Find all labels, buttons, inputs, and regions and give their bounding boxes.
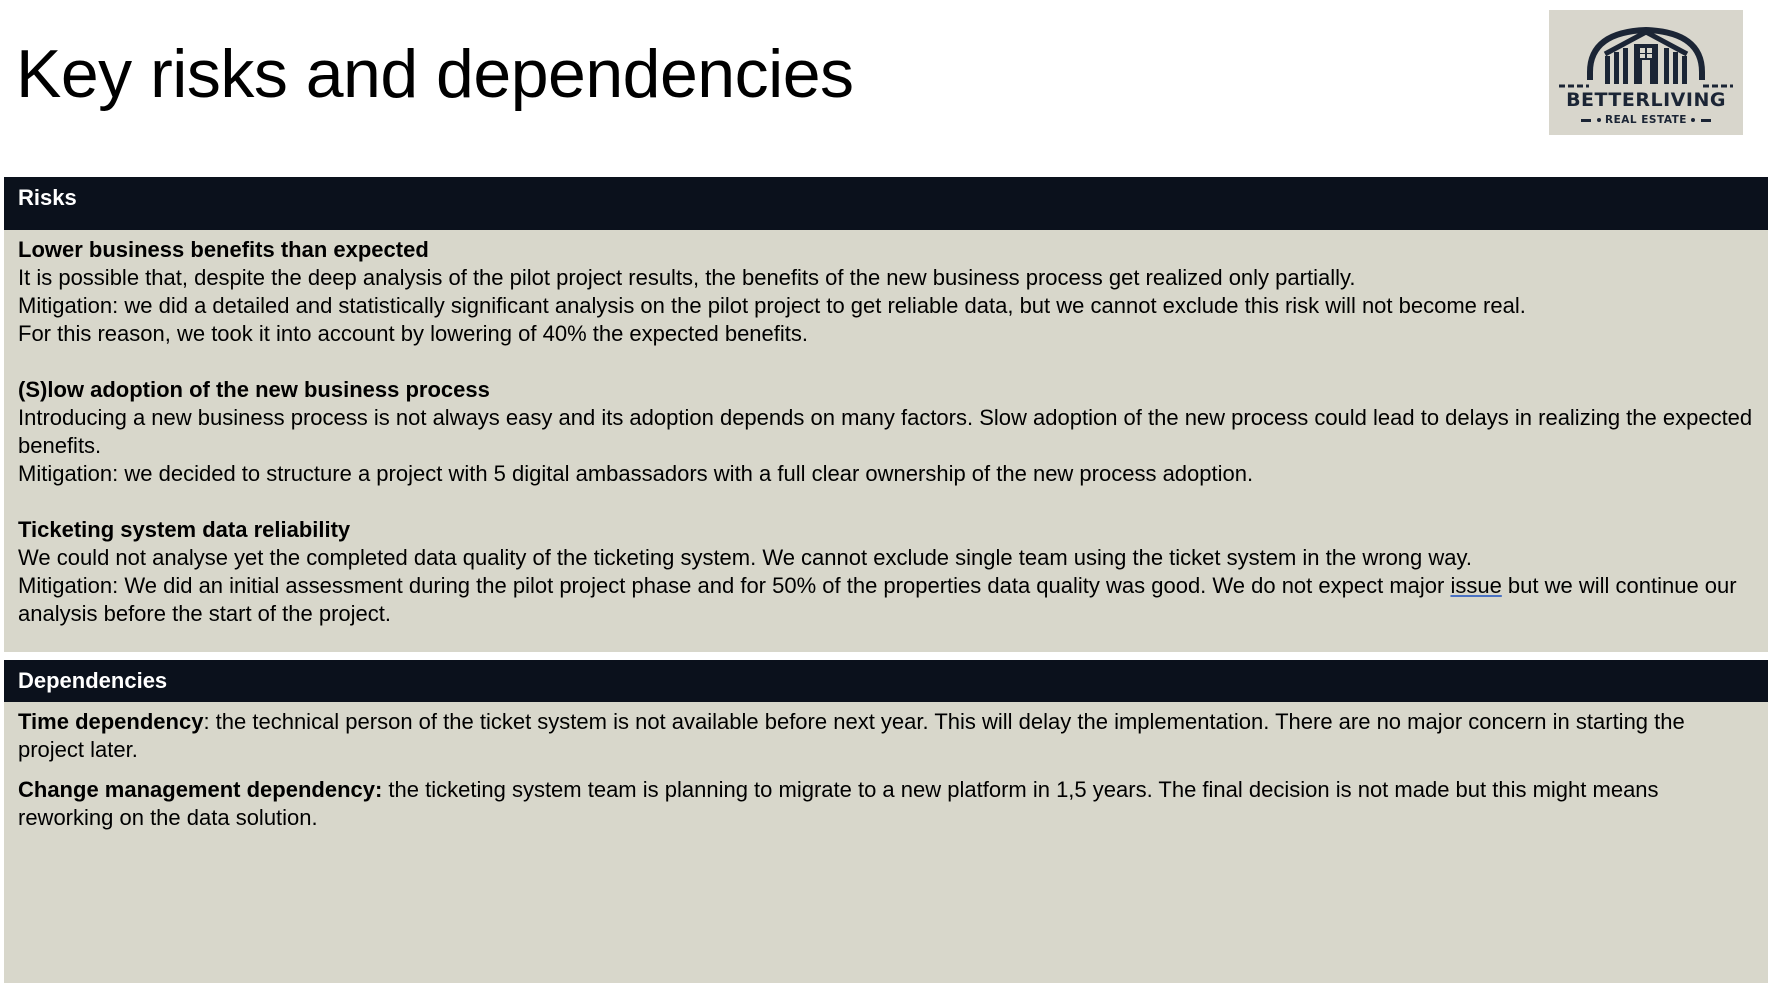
logo-subtitle-text: REAL ESTATE [1605, 114, 1687, 126]
risk-mitigation: Mitigation: we decided to structure a project with 5 digital ambassadors with a full clear ownership of the new process adoption. [18, 461, 1254, 486]
mitigation-text-start: Mitigation: We did an initial assessment during the pilot project phase and for 50% of the properties data quality was good. We do not expect major [18, 573, 1451, 598]
risk-title: Lower business benefits than expected [18, 237, 429, 262]
issue-link[interactable]: issue [1450, 573, 1502, 598]
risk-item [18, 376, 1754, 488]
risk-mitigation [18, 572, 1754, 628]
dot-decoration [1597, 118, 1601, 122]
dependencies-panel [4, 702, 1768, 983]
house-arch-icon [1549, 10, 1743, 90]
risk-mitigation: Mitigation: we did a detailed and statistically significant analysis on the pilot project to get reliable data, but we cannot exclude this risk will not become real. [18, 293, 1526, 318]
dependency-item [18, 776, 1754, 832]
slide-title: Key risks and dependencies [16, 36, 854, 112]
dependency-paragraph [18, 708, 1754, 764]
risk-text: Introducing a new business process is not always easy and its adoption depends on many factors. Slow adoption of the new process could lead to delays in realizing the expected benefits. [18, 405, 1753, 458]
risk-title: Ticketing system data reliability [18, 517, 351, 542]
company-logo [1549, 10, 1743, 135]
dependency-text: : the technical person of the ticket system is not available before next year. This will delay the implementation. There are no major concern in starting the project later. [18, 709, 1685, 762]
dependency-title: Time dependency [18, 709, 204, 734]
risk-text: It is possible that, despite the deep analysis of the pilot project results, the benefits of the new business process get realized only partially. [18, 265, 1356, 290]
dependency-title: Change management dependency: [18, 777, 383, 802]
risk-title: (S)low adoption of the new business process [18, 377, 490, 402]
dependencies-section-header: Dependencies [4, 660, 1768, 702]
dash-decoration [1701, 119, 1711, 122]
dash-decoration [1581, 119, 1591, 122]
dependency-item [18, 708, 1754, 764]
logo-subtitle [1549, 113, 1743, 127]
risks-panel [4, 230, 1768, 652]
risks-section-header: Risks [4, 177, 1768, 230]
risk-text: For this reason, we took it into account by lowering of 40% the expected benefits. [18, 321, 809, 346]
risk-item [18, 236, 1754, 348]
dot-decoration [1691, 118, 1695, 122]
logo-brand-text: BETTERLIVING [1566, 89, 1726, 111]
dependency-text: the ticketing system team is planning to migrate to a new platform in 1,5 years. The final decision is not made but this might means reworking on the data solution. [18, 777, 1659, 830]
risk-text: We could not analyse yet the completed data quality of the ticketing system. We cannot exclude single team using the ticket system in the wrong way. [18, 545, 1472, 570]
mitigation-text-end: but we will continue our analysis before the start of the project. [18, 573, 1737, 626]
risk-item [18, 516, 1754, 628]
dependency-paragraph [18, 776, 1754, 832]
